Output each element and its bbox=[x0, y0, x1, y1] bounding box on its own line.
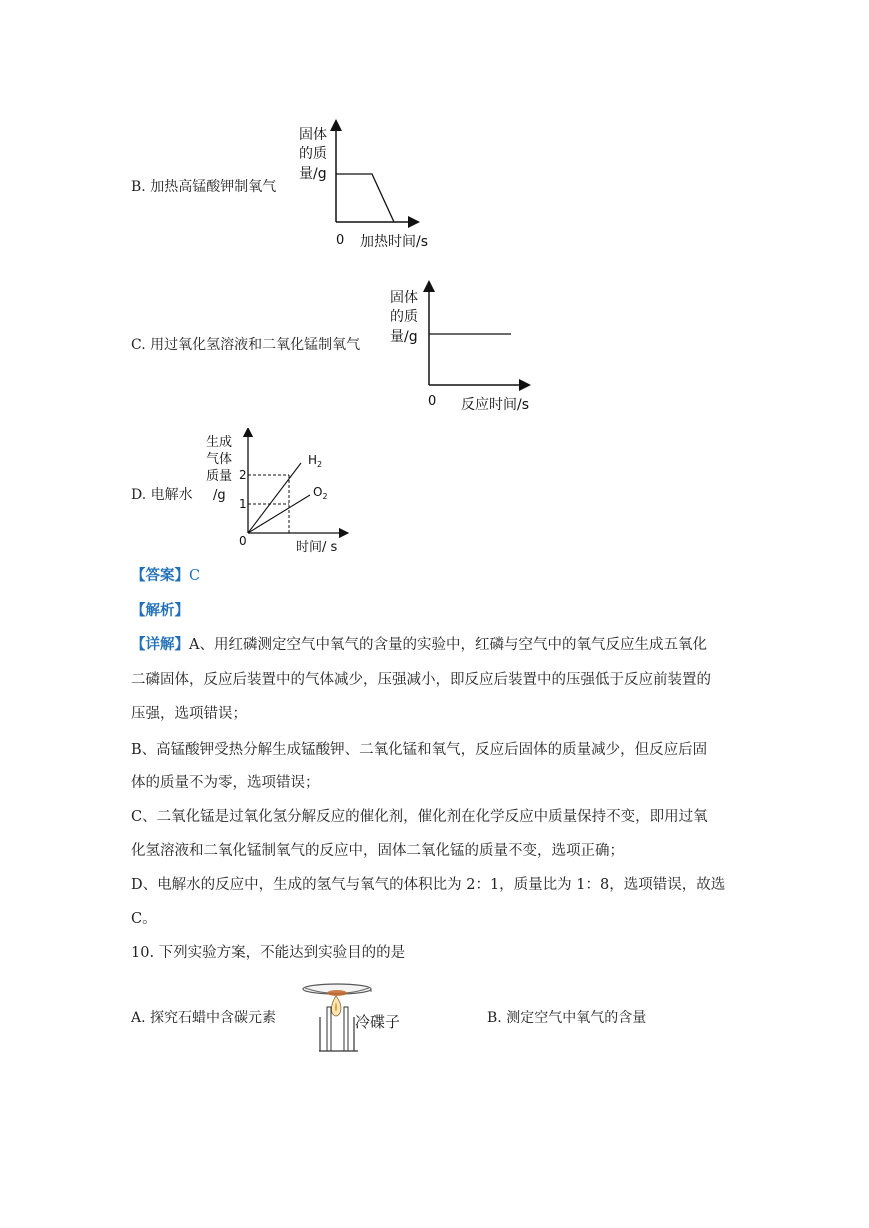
y-label-3: 量/g bbox=[390, 329, 418, 345]
candle-left-edge bbox=[327, 1007, 331, 1051]
tick-2: 2 bbox=[239, 468, 247, 482]
detail-tag: 【详解】 bbox=[131, 636, 189, 653]
detail-line-7: 化氢溶液和二氧化锰制氧气的反应中，固体二氧化锰的质量不变，选项正确； bbox=[131, 843, 624, 859]
o2-series-label: $O_2$ bbox=[313, 485, 328, 501]
cold-dish-label: 冷碟子 bbox=[355, 1013, 401, 1031]
answer-line bbox=[131, 569, 200, 584]
o2-line bbox=[248, 495, 310, 533]
candle-right-edge bbox=[344, 1007, 348, 1051]
soot-deposit bbox=[327, 990, 347, 996]
candle-cold-dish-figure bbox=[292, 975, 422, 1057]
tick-1: 1 bbox=[239, 497, 247, 511]
y-label-2: 气体 bbox=[206, 452, 233, 467]
option-c-label: C. 用过氧化氢溶液和二氧化锰制氧气 bbox=[131, 337, 361, 353]
answer-tag: 【答案】 bbox=[131, 567, 189, 584]
y-label-1: 固体 bbox=[390, 290, 418, 306]
y-label-4: /g bbox=[213, 488, 226, 503]
h2-line bbox=[248, 463, 301, 533]
x-label: 时间/ s bbox=[296, 540, 338, 555]
y-label-1: 生成 bbox=[206, 435, 233, 450]
option-b-label: B. 加热高锰酸钾制氧气 bbox=[131, 179, 277, 195]
answer-value: C bbox=[189, 568, 201, 584]
origin-label: 0 bbox=[428, 394, 437, 409]
option-d-label: D. 电解水 bbox=[131, 487, 193, 503]
detail-line-9: C。 bbox=[131, 911, 157, 927]
y-label-2: 的质 bbox=[299, 146, 327, 162]
h2-series-label: $H_2$ bbox=[308, 453, 323, 469]
x-label: 反应时间/s bbox=[461, 397, 530, 413]
q10-option-a-label: A. 探究石蜡中含碳元素 bbox=[131, 1010, 277, 1026]
analysis-tag: 【解析】 bbox=[131, 602, 189, 619]
detail-line-1: 【详解】A、用红磷测定空气中氧气的含量的实验中，红磷与空气中的氧气反应生成五氧化 bbox=[131, 636, 707, 653]
mass-line bbox=[336, 174, 394, 222]
option-b-graph bbox=[290, 115, 430, 255]
q10-option-b-label: B. 测定空气中氧气的含量 bbox=[487, 1010, 647, 1026]
y-label-3: 量/g bbox=[299, 166, 327, 182]
x-label: 加热时间/s bbox=[360, 234, 429, 250]
option-d-graph bbox=[200, 428, 360, 558]
detail-line-4: B、高锰酸钾受热分解生成锰酸钾、二氧化锰和氧气，反应后固体的质量减少，但反应后固 bbox=[131, 742, 708, 758]
origin-label: 0 bbox=[336, 233, 345, 248]
detail-line-6: C、二氧化锰是过氧化氢分解反应的催化剂，催化剂在化学反应中质量保持不变，即用过氧 bbox=[131, 809, 708, 825]
question-10-stem: 10. 下列实验方案，不能达到实验目的的是 bbox=[131, 945, 406, 961]
detail-line-2: 二磷固体，反应后装置中的气体减少，压强减小，即反应后装置中的压强低于反应前装置的 bbox=[131, 672, 711, 688]
option-c-graph bbox=[382, 280, 542, 420]
origin-label: 0 bbox=[239, 534, 247, 548]
detail-line-8: D、电解水的反应中，生成的氢气与氧气的体积比为 2：1，质量比为 1：8，选项错误，故选 bbox=[131, 877, 726, 893]
y-label-3: 质量 bbox=[206, 469, 233, 484]
detail-line-5: 体的质量不为零，选项错误； bbox=[131, 775, 320, 791]
y-label-2: 的质 bbox=[390, 309, 418, 325]
y-label-1: 固体 bbox=[299, 127, 327, 143]
detail-line-3: 压强，选项错误； bbox=[131, 706, 247, 722]
